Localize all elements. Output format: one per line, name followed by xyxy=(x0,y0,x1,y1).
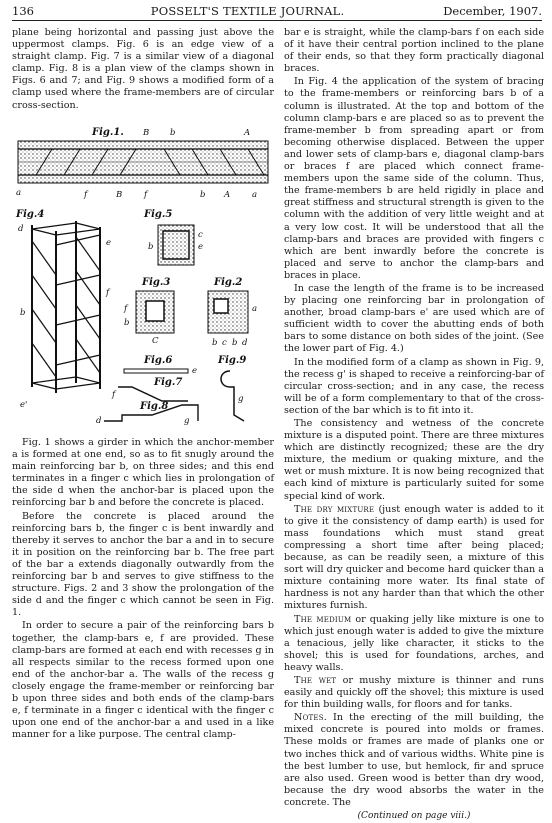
medium-mixture-text: or quaking jelly like mixture is one to which just enough water is added to give the mixture a tenacious, jelly like character, it sticks to the shovel; this is used for foundations, arches, and heavy walls. xyxy=(284,613,545,673)
fig4-letter-f: f xyxy=(106,288,110,298)
fig3-letter-f: f xyxy=(124,304,128,314)
figure-drawing xyxy=(12,125,274,425)
left-column-bottom xyxy=(12,437,274,742)
fig2-letter-b2: b xyxy=(232,338,238,348)
fig1-letter-B: B xyxy=(143,128,150,138)
paragraph: The consistency and wetness of the concrete mixture is a disputed point. There are three mixtures which are distinctly recognized; these are the dry mixture, the medium or quaking mixture, and the wet or mush mixture. It is now being recognized that each kind of mixture is particularly suited for some special kind of work. xyxy=(284,418,544,502)
continued-note: (Continued on page viii.) xyxy=(357,811,471,821)
paragraph: In order to secure a pair of the reinforcing bars b together, the clamp-bars e, f are provided. These clamp-bars are formed at each end with recesses g in all respects similar to the recess formed upon one end of the anchor-bar a. The walls of the recess g closely engage the frame-member or reinforcing bar b upon three sides and both ends of the clamp-bars e, f terminate in a finger c identical with the finger c upon one end of the anchor-bar a and used in a like manner for a like purpose. The central clamp- xyxy=(12,620,274,741)
fig1-letter-f: f xyxy=(84,190,88,200)
fig7-diagonal-clamp xyxy=(118,387,188,401)
header-rule xyxy=(12,20,542,21)
fig4-column xyxy=(32,221,100,393)
fig6-letter-e: e xyxy=(192,366,198,376)
paragraph: plane being horizontal and passing just above the uppermost clamps. Fig. 6 is an edge view of a straight clamp. Fig. 7 is a similar view of a diagonal clamp. Fig. 8 is a plan view of the clamps shown in Figs. 6 and 7; and Fig. 9 shows a modified form of a clamp used where the frame-members are of circular cross-section. xyxy=(12,27,274,111)
fig1-letter-b2: b xyxy=(200,190,206,200)
fig2-letter-c: c xyxy=(222,338,227,348)
fig1-letter-a2: a xyxy=(252,190,258,200)
fig3-letter-C: C xyxy=(152,336,159,346)
fig3-label: Fig.3 xyxy=(142,277,171,288)
fig7-letter-f: f xyxy=(112,390,116,400)
paragraph-notes xyxy=(284,712,544,809)
fig4-letter-e: e xyxy=(106,238,112,248)
fig6-label: Fig.6 xyxy=(144,355,173,366)
paragraph: In Fig. 4 the application of the system of bracing to the frame-members or reinforcing bars b of a column is illustrated. At the top and bottom of the column clamp-bars e are placed so as to prevent the frame-member b from spreading apart or from becoming otherwise displaced. Between the upper and lower sets of clamp-bars e, diagonal clamp-bars or braces f are placed which connect frame-members upon the same side of the column. Thus, the frame-members b are held rigidly in place and great stiffness and structural strength is given to the column with the addition of very little weight and at a very low cost. It will be understood that all the clamp-bars and braces are provided with fingers c which are bent inwardly before the concrete is placed and serve to anchor the clamp-bars and braces in place. xyxy=(284,76,544,281)
fig2-letter-a: a xyxy=(252,304,258,314)
issue-date: December, 1907. xyxy=(443,4,542,18)
fig2-label: Fig.2 xyxy=(214,277,243,288)
left-column-top xyxy=(12,27,274,113)
fig1-letter-A: A xyxy=(244,128,251,138)
paragraph-dry-mixture xyxy=(284,504,544,613)
right-column xyxy=(284,27,544,823)
fig5-letter-c: c xyxy=(198,230,203,240)
notes-text: In the erecting of the mill building, the mixed concrete is poured into molds or frames. These molds or frames are made of planks one or two inches thick and of various widths. White pine is the best lumber to use, but hemlock, fir and spruce are also used. Green wood is better than dry wood, because the dry wood absorbs the water in the concrete. The xyxy=(284,712,544,808)
fig4-letter-e-prime: e' xyxy=(20,400,28,410)
dry-mixture-heading: The dry mixture xyxy=(294,503,375,515)
fig4-letter-d: d xyxy=(18,224,24,234)
fig1-letter-a: a xyxy=(16,188,22,198)
fig4-label: Fig.4 xyxy=(16,209,45,220)
fig1-label: Fig.1. xyxy=(92,127,124,138)
medium-mixture-heading: The medium xyxy=(294,613,352,625)
dry-mixture-text: (just enough water is added to it to give it the consistency of damp earth) is used for mass foundations which must stand great compressing a short time after being placed; because, as can be readily seen, a mixture of this sort will dry quicker and become hard quicker than a mixture containing more water. Its final state of hardness is not any harder than that which the other mixtures furnish. xyxy=(284,503,544,612)
paragraph-wet-mixture xyxy=(284,675,544,711)
patent-figures xyxy=(12,125,274,425)
paragraph: In case the length of the frame is to be increased by placing one reinforcing bar in prolongation of another, broad clamp-bars e' are used which are of sufficient width to cover the abutting ends of both bars to some distance on both sides of the joint. (See the lower part of Fig. 4.) xyxy=(284,282,544,355)
journal-title: POSSELT'S TEXTILE JOURNAL. xyxy=(150,4,345,18)
fig6-straight-clamp xyxy=(124,369,188,373)
fig8-label: Fig.8 xyxy=(140,401,169,412)
fig9-letter-g: g xyxy=(238,394,244,404)
fig5-letter-e: e xyxy=(198,242,204,252)
fig1-letter-A2: A xyxy=(224,190,231,200)
fig5-letter-b: b xyxy=(148,242,154,252)
fig4-letter-b: b xyxy=(20,308,26,318)
wet-mixture-heading: The wet xyxy=(294,674,337,686)
fig1-letter-f2: f xyxy=(144,190,148,200)
page-header xyxy=(12,3,542,19)
fig8-letter-d: d xyxy=(96,416,102,425)
fig9-label: Fig.9 xyxy=(218,355,247,366)
notes-heading: Notes. xyxy=(294,712,327,724)
paragraph: In the modified form of a clamp as shown in Fig. 9, the recess g' is shaped to receive a reinforcing-bar of circular cross-section; and in any case, the recess will be of a form complementary to that of the cross-section of the bar which is to fit into it. xyxy=(284,356,544,416)
fig3-letter-b: b xyxy=(124,318,130,328)
fig2-letter-b: b xyxy=(212,338,218,348)
fig7-label: Fig.7 xyxy=(154,377,183,388)
paragraph: bar e is straight, while the clamp-bars f on each side of it have their central portion inclined to the plane of their ends, so that they form practically diagonal braces. xyxy=(284,27,544,75)
fig1-letter-B2: B xyxy=(116,190,123,200)
wet-mixture-text: or mushy mixture is thinner and runs easily and quickly off the shovel; this mixture is used for thin building walls, for floors and for tanks. xyxy=(284,674,544,711)
fig2-letter-d: d xyxy=(242,338,248,348)
fig1-letter-b: b xyxy=(170,128,176,138)
paragraph: Fig. 1 shows a girder in which the anchor-member a is formed at one end, so as to fit snugly around the main reinforcing bar b, on three sides; and this end terminates in a finger c which lies in prolongation of the side d when the anchor-bar is placed upon the reinforcing bar b and before the concrete is placed. xyxy=(12,437,274,509)
fig5-label: Fig.5 xyxy=(144,209,173,220)
paragraph-medium-mixture xyxy=(284,614,544,674)
page-number: 136 xyxy=(12,4,34,18)
paragraph: Before the concrete is placed around the reinforcing bars b, the finger c is bent inwardly and thereby it serves to anchor the bar a and in to secure it in position on the reinforcing bar b. The free part of the bar a extends diagonally outwardly from the reinforcing bar b and serves to give stiffness to the structure. Figs. 2 and 3 show the prolongation of the side d and the finger c which cannot be seen in Fig. 1. xyxy=(12,510,274,619)
fig8-letter-g: g xyxy=(184,416,190,425)
